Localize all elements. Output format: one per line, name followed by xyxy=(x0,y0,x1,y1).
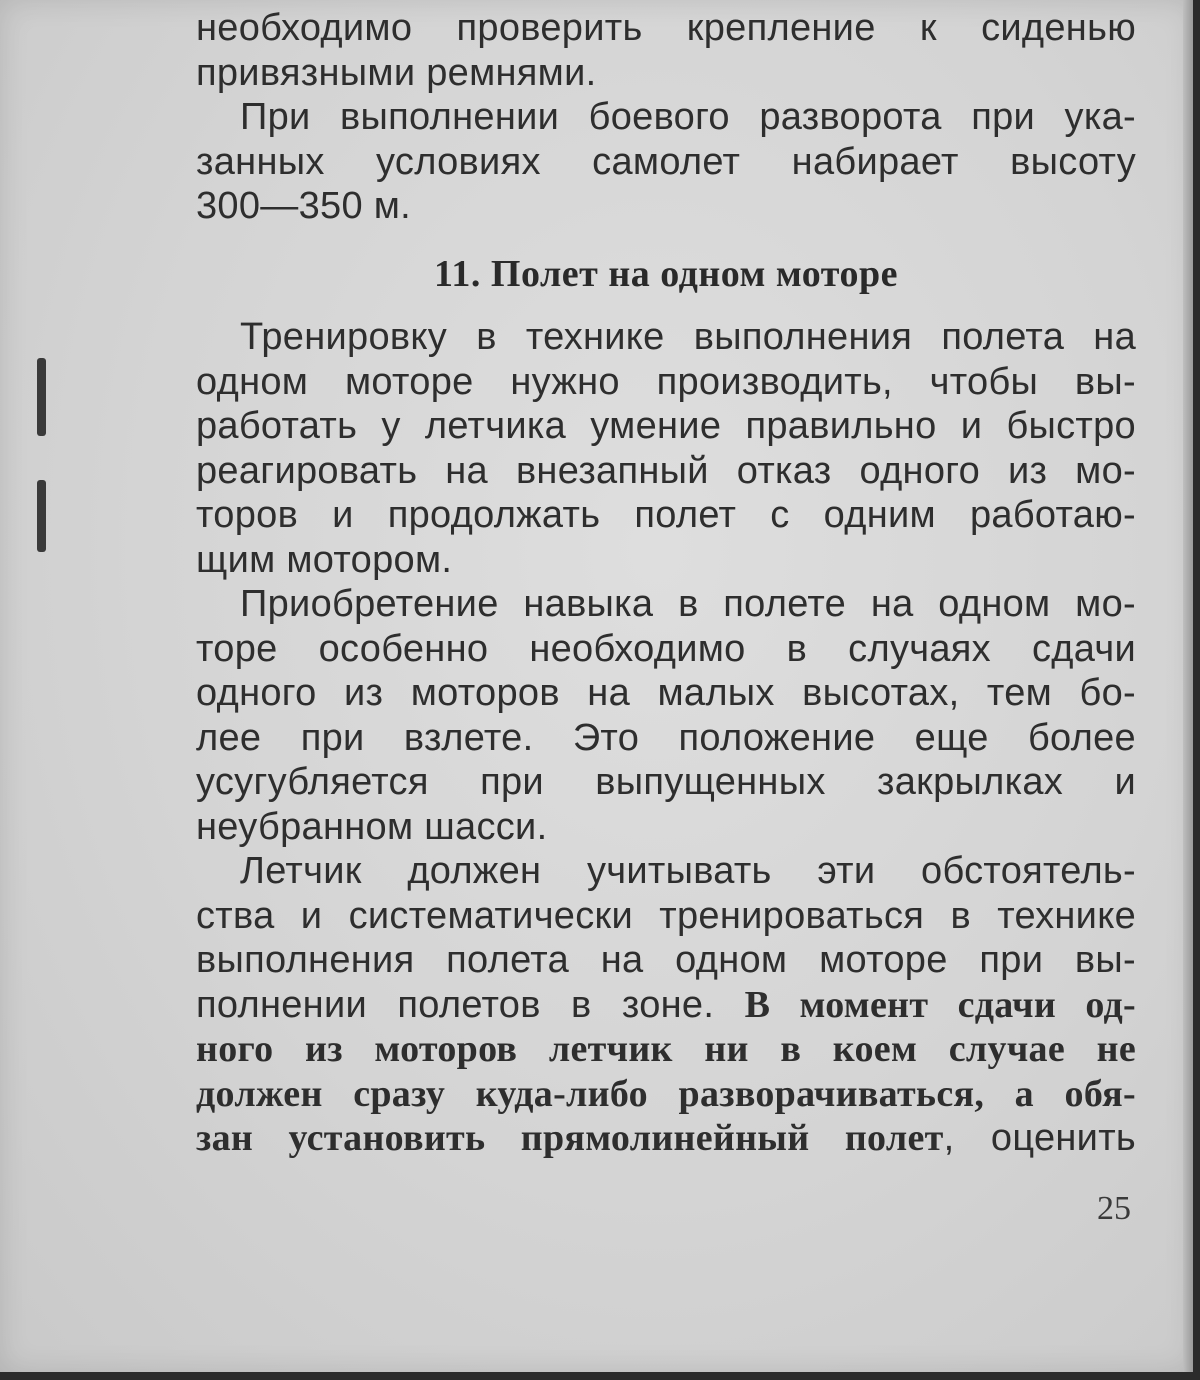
text-line: занных условиях самолет набирает высоту xyxy=(196,140,1136,183)
emphasized-text: ного из моторов летчик ни в коем случае не xyxy=(196,1028,1136,1070)
page-text xyxy=(196,6,1136,1161)
text-line: лее при взлете. Это положение еще более xyxy=(196,716,1136,759)
text-line: Приобретение навыка в полете на одном мо- xyxy=(240,583,1136,625)
text-line: реагировать на внезапный отказ одного из мо- xyxy=(196,449,1136,492)
binding-staple-mark xyxy=(37,358,46,436)
text-line: усугубляется при выпущенных закрылках и xyxy=(196,761,1136,803)
text-line: одного из моторов на малых высотах, тем бо- xyxy=(196,672,1136,714)
text-line: ства и систематически тренироваться в технике xyxy=(196,894,1136,937)
page-number: 25 xyxy=(1097,1190,1131,1227)
text-line: торе особенно необходимо в случаях сдачи xyxy=(196,627,1136,670)
text-line: работать у летчика умение правильно и быстро xyxy=(196,405,1136,447)
text-line: неубранном шасси. xyxy=(196,805,548,848)
text-line xyxy=(196,983,1136,1028)
text-line: привязными ремнями. xyxy=(196,51,597,94)
text-line: щим мотором. xyxy=(196,538,453,581)
text-line: выполнения полета на одном моторе при вы- xyxy=(196,939,1136,981)
section-heading: 11. Полет на одном моторе xyxy=(434,252,898,295)
text-line: При выполнении боевого разворота при ука- xyxy=(240,96,1136,138)
binding-staple-mark xyxy=(37,480,46,552)
paragraph xyxy=(196,582,1136,849)
text-line: Летчик должен учитывать эти обстоятель- xyxy=(240,850,1136,892)
text-segment: , оценить xyxy=(943,1117,1137,1159)
text-line: одном моторе нужно производить, чтобы вы- xyxy=(196,360,1136,403)
paragraph-continued xyxy=(196,6,1136,95)
text-line: торов и продолжать полет с одним работаю- xyxy=(196,494,1136,536)
text-line: необходимо проверить крепление к сиденью xyxy=(196,7,1136,49)
emphasized-text: В момент сдачи од- xyxy=(744,983,1137,1026)
text-line: Тренировку в технике выполнения полета на xyxy=(240,316,1136,358)
paragraph xyxy=(196,315,1136,582)
text-line: 300—350 м. xyxy=(196,185,412,227)
paragraph xyxy=(196,95,1136,229)
text-line xyxy=(196,1116,1136,1161)
emphasized-text: зан установить прямолинейный полет xyxy=(196,1117,944,1159)
emphasized-text: должен сразу куда-либо разворачиваться, а обя- xyxy=(196,1072,1136,1115)
paragraph xyxy=(196,849,1136,1161)
text-segment: полнении полетов в зоне. xyxy=(196,983,715,1026)
